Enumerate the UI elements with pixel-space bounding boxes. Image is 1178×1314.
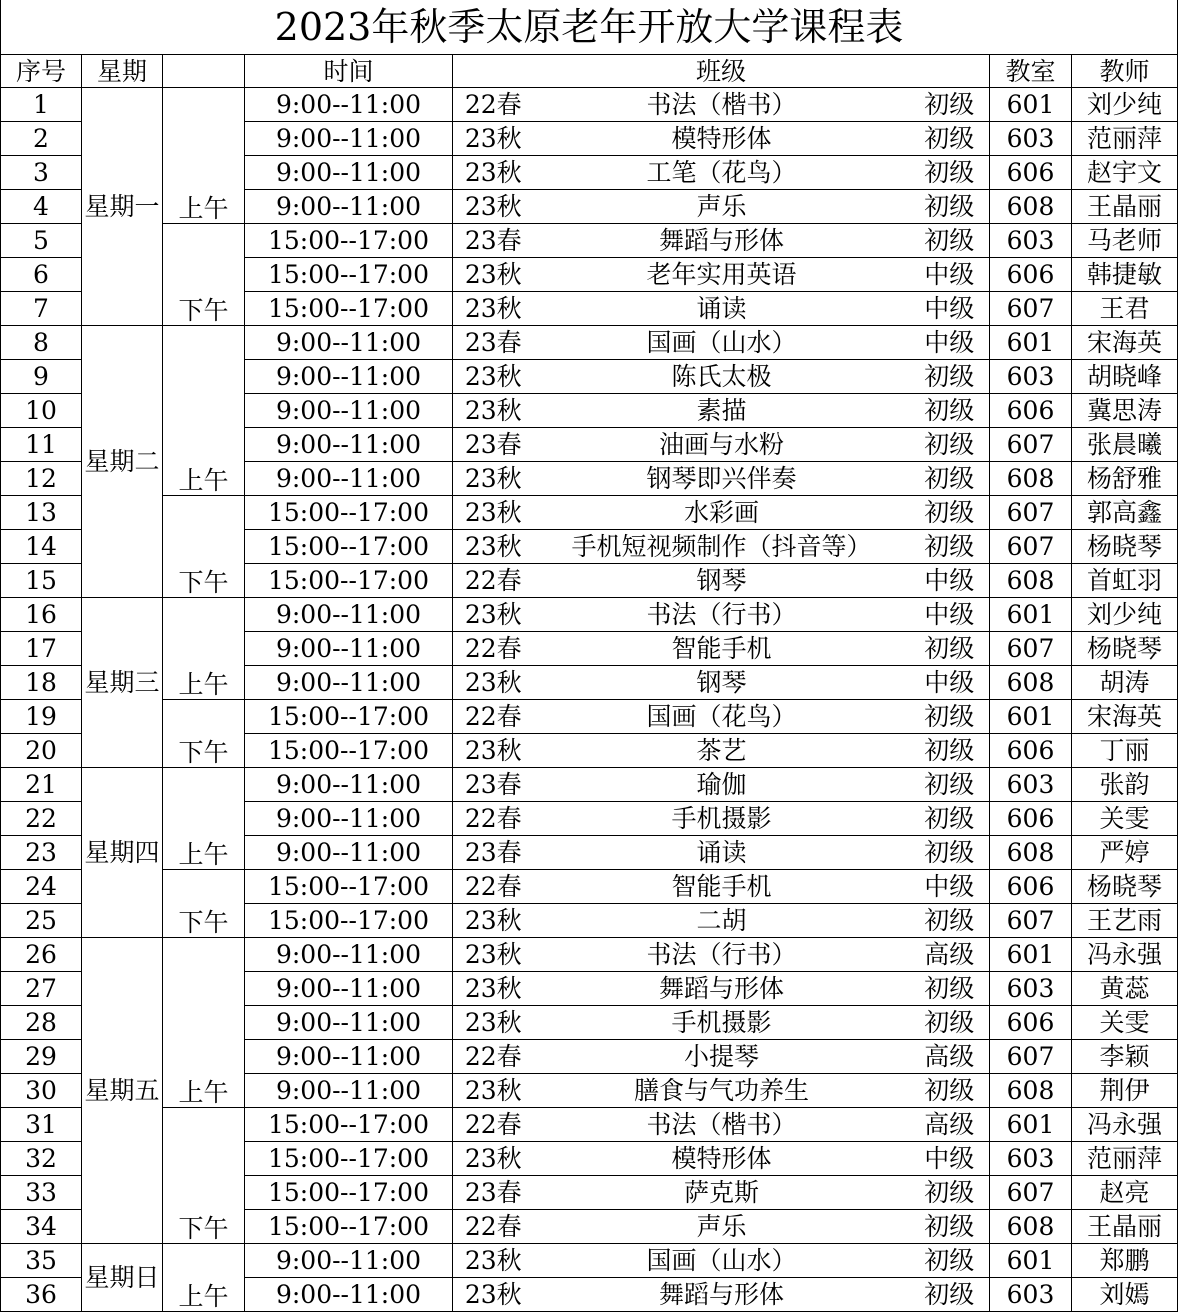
teacher-cell: 杨晓琴 — [1072, 632, 1178, 666]
level-cell: 中级 — [910, 564, 990, 598]
time-cell: 15:00--17:00 — [245, 1142, 453, 1176]
row-index: 8 — [1, 326, 82, 360]
term-cell: 22春 — [453, 700, 534, 734]
term-cell: 23秋 — [453, 394, 534, 428]
term-cell: 23秋 — [453, 734, 534, 768]
course-cell: 瑜伽 — [534, 768, 910, 802]
teacher-cell: 宋海英 — [1072, 700, 1178, 734]
page-title: 2023年秋季太原老年开放大学课程表 — [1, 0, 1178, 55]
teacher-cell: 王晶丽 — [1072, 190, 1178, 224]
course-cell: 老年实用英语 — [534, 258, 910, 292]
teacher-cell: 荆伊 — [1072, 1074, 1178, 1108]
time-cell: 9:00--11:00 — [245, 768, 453, 802]
teacher-cell: 杨晓琴 — [1072, 530, 1178, 564]
row-index: 9 — [1, 360, 82, 394]
teacher-cell: 黄蕊 — [1072, 972, 1178, 1006]
row-index: 29 — [1, 1040, 82, 1074]
row-index: 36 — [1, 1278, 82, 1312]
teacher-cell: 范丽萍 — [1072, 122, 1178, 156]
table-row — [1, 938, 1178, 972]
time-cell: 9:00--11:00 — [245, 326, 453, 360]
level-cell: 中级 — [910, 598, 990, 632]
table-row — [1, 870, 1178, 904]
level-cell: 初级 — [910, 1176, 990, 1210]
level-cell: 高级 — [910, 938, 990, 972]
term-cell: 23春 — [453, 1176, 534, 1210]
level-cell: 初级 — [910, 802, 990, 836]
course-cell: 陈氏太极 — [534, 360, 910, 394]
session-cell: 上午 — [163, 1244, 245, 1312]
teacher-cell: 关雯 — [1072, 802, 1178, 836]
level-cell: 初级 — [910, 462, 990, 496]
level-cell: 初级 — [910, 1074, 990, 1108]
term-cell: 23春 — [453, 768, 534, 802]
row-index: 19 — [1, 700, 82, 734]
course-cell: 钢琴即兴伴奏 — [534, 462, 910, 496]
time-cell: 9:00--11:00 — [245, 462, 453, 496]
row-index: 3 — [1, 156, 82, 190]
time-cell: 9:00--11:00 — [245, 360, 453, 394]
course-cell: 舞蹈与形体 — [534, 1278, 910, 1312]
course-cell: 二胡 — [534, 904, 910, 938]
row-index: 2 — [1, 122, 82, 156]
table-row — [1, 1108, 1178, 1142]
teacher-cell: 郑鹏 — [1072, 1244, 1178, 1278]
weekday-cell: 星期四 — [82, 768, 163, 938]
course-cell: 书法（行书） — [534, 598, 910, 632]
row-index: 11 — [1, 428, 82, 462]
teacher-cell: 杨舒雅 — [1072, 462, 1178, 496]
room-cell: 603 — [990, 1142, 1072, 1176]
course-cell: 书法（行书） — [534, 938, 910, 972]
course-cell: 声乐 — [534, 1210, 910, 1244]
teacher-cell: 王艺雨 — [1072, 904, 1178, 938]
room-cell: 607 — [990, 530, 1072, 564]
level-cell: 初级 — [910, 224, 990, 258]
teacher-cell: 冀思涛 — [1072, 394, 1178, 428]
term-cell: 22春 — [453, 870, 534, 904]
session-cell: 下午 — [163, 700, 245, 768]
teacher-cell: 张晨曦 — [1072, 428, 1178, 462]
teacher-cell: 刘少纯 — [1072, 598, 1178, 632]
level-cell: 初级 — [910, 156, 990, 190]
row-index: 33 — [1, 1176, 82, 1210]
course-cell: 钢琴 — [534, 666, 910, 700]
level-cell: 中级 — [910, 1142, 990, 1176]
time-cell: 9:00--11:00 — [245, 1278, 453, 1312]
header-weekday: 星期 — [82, 55, 163, 88]
term-cell: 22春 — [453, 802, 534, 836]
row-index: 5 — [1, 224, 82, 258]
teacher-cell: 胡晓峰 — [1072, 360, 1178, 394]
level-cell: 中级 — [910, 666, 990, 700]
time-cell: 9:00--11:00 — [245, 666, 453, 700]
row-index: 25 — [1, 904, 82, 938]
time-cell: 9:00--11:00 — [245, 938, 453, 972]
level-cell: 初级 — [910, 1006, 990, 1040]
time-cell: 15:00--17:00 — [245, 496, 453, 530]
level-cell: 初级 — [910, 360, 990, 394]
session-cell: 上午 — [163, 598, 245, 700]
time-cell: 9:00--11:00 — [245, 88, 453, 122]
term-cell: 23秋 — [453, 360, 534, 394]
time-cell: 9:00--11:00 — [245, 972, 453, 1006]
course-cell: 水彩画 — [534, 496, 910, 530]
room-cell: 608 — [990, 836, 1072, 870]
room-cell: 608 — [990, 190, 1072, 224]
room-cell: 608 — [990, 462, 1072, 496]
session-cell: 上午 — [163, 938, 245, 1108]
row-index: 15 — [1, 564, 82, 598]
row-index: 6 — [1, 258, 82, 292]
row-index: 27 — [1, 972, 82, 1006]
room-cell: 603 — [990, 122, 1072, 156]
room-cell: 601 — [990, 88, 1072, 122]
time-cell: 15:00--17:00 — [245, 870, 453, 904]
room-cell: 603 — [990, 360, 1072, 394]
term-cell: 23秋 — [453, 156, 534, 190]
course-cell: 模特形体 — [534, 122, 910, 156]
level-cell: 初级 — [910, 122, 990, 156]
row-index: 21 — [1, 768, 82, 802]
room-cell: 607 — [990, 632, 1072, 666]
room-cell: 601 — [990, 1244, 1072, 1278]
level-cell: 初级 — [910, 700, 990, 734]
term-cell: 23春 — [453, 836, 534, 870]
time-cell: 15:00--17:00 — [245, 224, 453, 258]
level-cell: 初级 — [910, 632, 990, 666]
room-cell: 606 — [990, 394, 1072, 428]
table-row — [1, 598, 1178, 632]
course-cell: 素描 — [534, 394, 910, 428]
time-cell: 9:00--11:00 — [245, 428, 453, 462]
term-cell: 23春 — [453, 428, 534, 462]
level-cell: 高级 — [910, 1108, 990, 1142]
course-cell: 声乐 — [534, 190, 910, 224]
header-time: 时间 — [245, 55, 453, 88]
teacher-cell: 冯永强 — [1072, 1108, 1178, 1142]
teacher-cell: 韩捷敏 — [1072, 258, 1178, 292]
row-index: 34 — [1, 1210, 82, 1244]
room-cell: 606 — [990, 802, 1072, 836]
level-cell: 初级 — [910, 734, 990, 768]
teacher-cell: 郭高鑫 — [1072, 496, 1178, 530]
term-cell: 23秋 — [453, 1278, 534, 1312]
table-row — [1, 768, 1178, 802]
session-cell: 上午 — [163, 326, 245, 496]
course-cell: 国画（山水） — [534, 1244, 910, 1278]
row-index: 18 — [1, 666, 82, 700]
session-cell: 下午 — [163, 1108, 245, 1244]
term-cell: 23秋 — [453, 1244, 534, 1278]
room-cell: 606 — [990, 258, 1072, 292]
course-cell: 手机摄影 — [534, 802, 910, 836]
room-cell: 607 — [990, 496, 1072, 530]
level-cell: 中级 — [910, 292, 990, 326]
row-index: 1 — [1, 88, 82, 122]
level-cell: 初级 — [910, 428, 990, 462]
row-index: 22 — [1, 802, 82, 836]
weekday-cell: 星期一 — [82, 88, 163, 326]
time-cell: 15:00--17:00 — [245, 1176, 453, 1210]
room-cell: 601 — [990, 938, 1072, 972]
time-cell: 9:00--11:00 — [245, 1006, 453, 1040]
room-cell: 601 — [990, 700, 1072, 734]
term-cell: 23秋 — [453, 190, 534, 224]
time-cell: 9:00--11:00 — [245, 156, 453, 190]
table-row — [1, 1244, 1178, 1278]
level-cell: 初级 — [910, 190, 990, 224]
row-index: 23 — [1, 836, 82, 870]
level-cell: 初级 — [910, 1278, 990, 1312]
level-cell: 初级 — [910, 972, 990, 1006]
row-index: 30 — [1, 1074, 82, 1108]
level-cell: 初级 — [910, 496, 990, 530]
time-cell: 15:00--17:00 — [245, 1108, 453, 1142]
table-row — [1, 700, 1178, 734]
time-cell: 9:00--11:00 — [245, 1244, 453, 1278]
level-cell: 初级 — [910, 1210, 990, 1244]
term-cell: 22春 — [453, 1040, 534, 1074]
course-cell: 书法（楷书） — [534, 88, 910, 122]
course-cell: 茶艺 — [534, 734, 910, 768]
table-row — [1, 496, 1178, 530]
room-cell: 603 — [990, 768, 1072, 802]
teacher-cell: 首虹羽 — [1072, 564, 1178, 598]
level-cell: 中级 — [910, 870, 990, 904]
room-cell: 606 — [990, 156, 1072, 190]
teacher-cell: 刘少纯 — [1072, 88, 1178, 122]
row-index: 10 — [1, 394, 82, 428]
course-cell: 小提琴 — [534, 1040, 910, 1074]
term-cell: 23秋 — [453, 496, 534, 530]
time-cell: 9:00--11:00 — [245, 802, 453, 836]
header-index: 序号 — [1, 55, 82, 88]
room-cell: 603 — [990, 1278, 1072, 1312]
session-cell: 下午 — [163, 870, 245, 938]
weekday-cell: 星期三 — [82, 598, 163, 768]
term-cell: 22春 — [453, 564, 534, 598]
time-cell: 9:00--11:00 — [245, 836, 453, 870]
row-index: 24 — [1, 870, 82, 904]
term-cell: 23秋 — [453, 598, 534, 632]
room-cell: 601 — [990, 1108, 1072, 1142]
row-index: 20 — [1, 734, 82, 768]
term-cell: 23秋 — [453, 530, 534, 564]
course-cell: 国画（花鸟） — [534, 700, 910, 734]
time-cell: 9:00--11:00 — [245, 1074, 453, 1108]
header-session — [163, 55, 245, 88]
room-cell: 607 — [990, 1176, 1072, 1210]
course-cell: 膳食与气功养生 — [534, 1074, 910, 1108]
teacher-cell: 丁丽 — [1072, 734, 1178, 768]
time-cell: 15:00--17:00 — [245, 258, 453, 292]
level-cell: 初级 — [910, 88, 990, 122]
term-cell: 22春 — [453, 1210, 534, 1244]
level-cell: 高级 — [910, 1040, 990, 1074]
course-cell: 智能手机 — [534, 870, 910, 904]
term-cell: 23秋 — [453, 938, 534, 972]
level-cell: 初级 — [910, 394, 990, 428]
time-cell: 15:00--17:00 — [245, 700, 453, 734]
header-room: 教室 — [990, 55, 1072, 88]
time-cell: 15:00--17:00 — [245, 564, 453, 598]
header-class: 班级 — [453, 55, 990, 88]
header-teacher: 教师 — [1072, 55, 1178, 88]
teacher-cell: 李颖 — [1072, 1040, 1178, 1074]
room-cell: 608 — [990, 1210, 1072, 1244]
level-cell: 初级 — [910, 530, 990, 564]
term-cell: 23春 — [453, 224, 534, 258]
table-row — [1, 326, 1178, 360]
teacher-cell: 关雯 — [1072, 1006, 1178, 1040]
row-index: 14 — [1, 530, 82, 564]
room-cell: 607 — [990, 1040, 1072, 1074]
teacher-cell: 王君 — [1072, 292, 1178, 326]
course-cell: 书法（楷书） — [534, 1108, 910, 1142]
course-cell: 诵读 — [534, 836, 910, 870]
teacher-cell: 张韵 — [1072, 768, 1178, 802]
row-index: 28 — [1, 1006, 82, 1040]
teacher-cell: 马老师 — [1072, 224, 1178, 258]
course-cell: 智能手机 — [534, 632, 910, 666]
weekday-cell: 星期日 — [82, 1244, 163, 1312]
teacher-cell: 冯永强 — [1072, 938, 1178, 972]
term-cell: 22春 — [453, 1108, 534, 1142]
row-index: 13 — [1, 496, 82, 530]
room-cell: 607 — [990, 904, 1072, 938]
term-cell: 23春 — [453, 326, 534, 360]
teacher-cell: 胡涛 — [1072, 666, 1178, 700]
course-cell: 手机摄影 — [534, 1006, 910, 1040]
course-cell: 钢琴 — [534, 564, 910, 598]
teacher-cell: 宋海英 — [1072, 326, 1178, 360]
course-cell: 国画（山水） — [534, 326, 910, 360]
teacher-cell: 刘嫣 — [1072, 1278, 1178, 1312]
weekday-cell: 星期二 — [82, 326, 163, 598]
row-index: 32 — [1, 1142, 82, 1176]
row-index: 12 — [1, 462, 82, 496]
room-cell: 608 — [990, 564, 1072, 598]
level-cell: 中级 — [910, 258, 990, 292]
room-cell: 603 — [990, 972, 1072, 1006]
row-index: 17 — [1, 632, 82, 666]
room-cell: 601 — [990, 598, 1072, 632]
level-cell: 初级 — [910, 768, 990, 802]
term-cell: 23秋 — [453, 1006, 534, 1040]
room-cell: 608 — [990, 666, 1072, 700]
course-cell: 萨克斯 — [534, 1176, 910, 1210]
room-cell: 601 — [990, 326, 1072, 360]
room-cell: 603 — [990, 224, 1072, 258]
term-cell: 22春 — [453, 632, 534, 666]
teacher-cell: 范丽萍 — [1072, 1142, 1178, 1176]
row-index: 7 — [1, 292, 82, 326]
session-cell: 上午 — [163, 768, 245, 870]
course-cell: 工笔（花鸟） — [534, 156, 910, 190]
time-cell: 9:00--11:00 — [245, 394, 453, 428]
time-cell: 9:00--11:00 — [245, 598, 453, 632]
course-cell: 舞蹈与形体 — [534, 224, 910, 258]
teacher-cell: 杨晓琴 — [1072, 870, 1178, 904]
table-row — [1, 88, 1178, 122]
teacher-cell: 严婷 — [1072, 836, 1178, 870]
course-cell: 诵读 — [534, 292, 910, 326]
row-index: 16 — [1, 598, 82, 632]
room-cell: 606 — [990, 1006, 1072, 1040]
term-cell: 23秋 — [453, 462, 534, 496]
course-cell: 油画与水粉 — [534, 428, 910, 462]
row-index: 35 — [1, 1244, 82, 1278]
teacher-cell: 赵宇文 — [1072, 156, 1178, 190]
level-cell: 初级 — [910, 836, 990, 870]
teacher-cell: 赵亮 — [1072, 1176, 1178, 1210]
course-cell: 舞蹈与形体 — [534, 972, 910, 1006]
row-index: 4 — [1, 190, 82, 224]
time-cell: 9:00--11:00 — [245, 122, 453, 156]
course-cell: 模特形体 — [534, 1142, 910, 1176]
room-cell: 606 — [990, 734, 1072, 768]
term-cell: 23秋 — [453, 904, 534, 938]
level-cell: 中级 — [910, 326, 990, 360]
header-row — [1, 55, 1178, 88]
time-cell: 15:00--17:00 — [245, 292, 453, 326]
session-cell: 下午 — [163, 496, 245, 598]
row-index: 31 — [1, 1108, 82, 1142]
time-cell: 15:00--17:00 — [245, 530, 453, 564]
room-cell: 608 — [990, 1074, 1072, 1108]
time-cell: 9:00--11:00 — [245, 1040, 453, 1074]
room-cell: 606 — [990, 870, 1072, 904]
course-cell: 手机短视频制作（抖音等） — [534, 530, 910, 564]
term-cell: 23秋 — [453, 1142, 534, 1176]
room-cell: 607 — [990, 428, 1072, 462]
time-cell: 15:00--17:00 — [245, 734, 453, 768]
room-cell: 607 — [990, 292, 1072, 326]
weekday-cell: 星期五 — [82, 938, 163, 1244]
term-cell: 23秋 — [453, 258, 534, 292]
term-cell: 22春 — [453, 88, 534, 122]
term-cell: 23秋 — [453, 972, 534, 1006]
row-index: 26 — [1, 938, 82, 972]
term-cell: 23秋 — [453, 1074, 534, 1108]
term-cell: 23秋 — [453, 666, 534, 700]
time-cell: 9:00--11:00 — [245, 632, 453, 666]
time-cell: 9:00--11:00 — [245, 190, 453, 224]
teacher-cell: 王晶丽 — [1072, 1210, 1178, 1244]
table-row — [1, 224, 1178, 258]
level-cell: 初级 — [910, 1244, 990, 1278]
session-cell: 上午 — [163, 88, 245, 224]
session-cell: 下午 — [163, 224, 245, 326]
term-cell: 23秋 — [453, 122, 534, 156]
level-cell: 初级 — [910, 904, 990, 938]
term-cell: 23秋 — [453, 292, 534, 326]
time-cell: 15:00--17:00 — [245, 1210, 453, 1244]
time-cell: 15:00--17:00 — [245, 904, 453, 938]
